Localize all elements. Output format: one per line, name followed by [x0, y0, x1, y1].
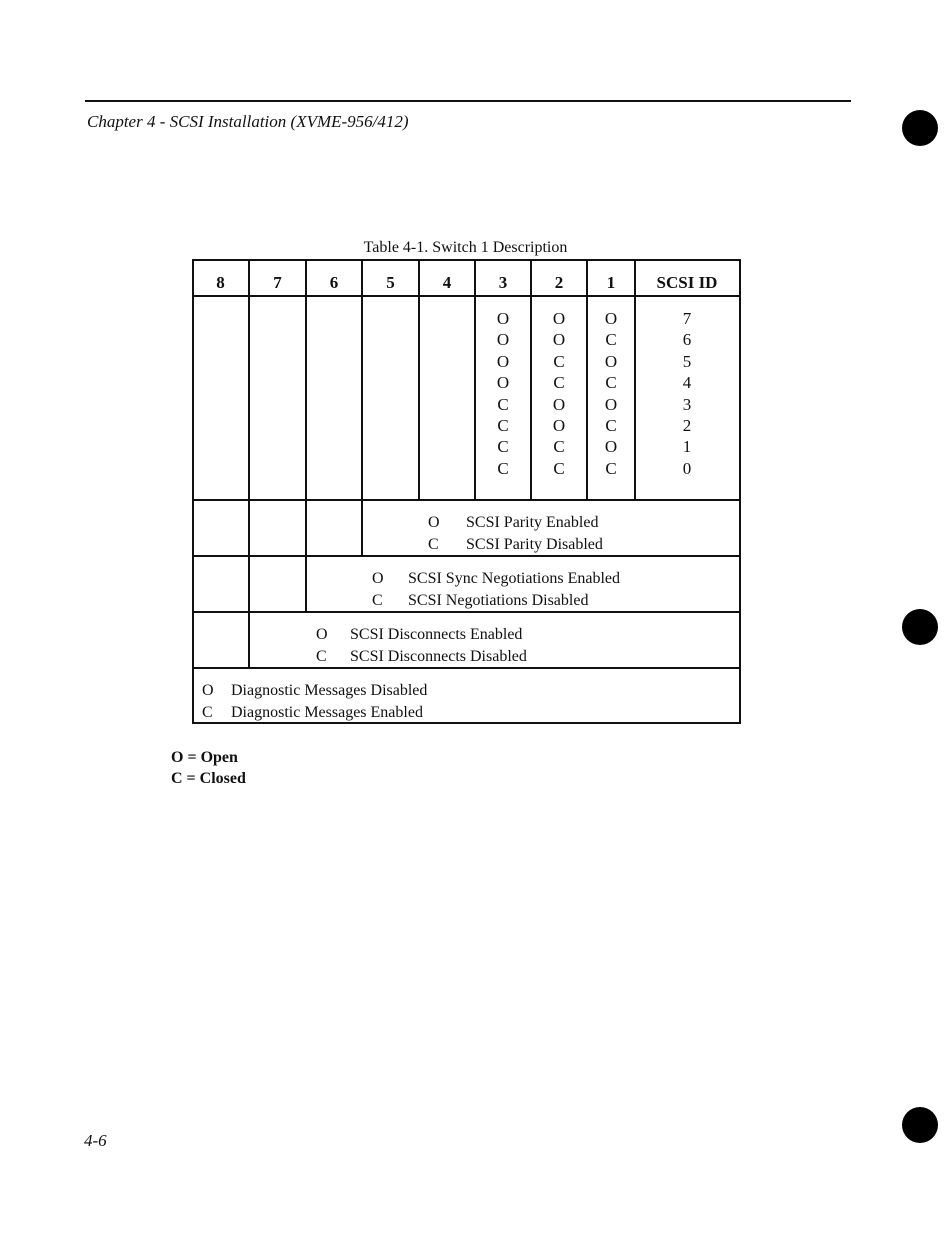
switch6-open-code: O [316, 626, 328, 643]
switch2-cell: C [553, 458, 565, 478]
switch1-cell: C [605, 415, 617, 435]
switch1-cell: O [604, 437, 618, 457]
legend-open: O = Open [171, 749, 238, 766]
row-divider-switch4 [192, 499, 741, 501]
page-number: 4-6 [84, 1131, 107, 1150]
switch3-cell: C [497, 458, 509, 478]
row-divider-switch6 [192, 611, 741, 613]
switch1-cell: C [605, 458, 617, 478]
header-rule [85, 100, 851, 102]
switch6-open-text: SCSI Disconnects Enabled [350, 626, 523, 643]
switch2-cell: O [552, 309, 566, 328]
scsi-id-cell: 0 [682, 458, 692, 478]
switch3-column [475, 308, 531, 479]
table-border-right [739, 259, 741, 724]
col-header-5: 5 [386, 273, 395, 292]
switch5-closed-text: SCSI Negotiations Disabled [408, 591, 589, 609]
switch3-cell: O [496, 330, 510, 350]
scsi-id-cell: 2 [682, 415, 692, 435]
col-header-7: 7 [273, 273, 282, 292]
header-row-divider [192, 295, 741, 297]
switch3-cell: O [496, 351, 510, 371]
switch3-cell: O [496, 373, 510, 393]
switch1-column [587, 308, 635, 479]
col-header-4: 4 [442, 273, 452, 292]
col-header-2: 2 [554, 273, 564, 292]
switch1-cell: O [604, 351, 618, 371]
switch2-cell: O [552, 415, 566, 435]
switch2-cell: O [552, 394, 566, 414]
switch6-closed-text: SCSI Disconnects Disabled [350, 647, 527, 665]
scsi-id-cell: 1 [682, 437, 692, 457]
switch2-cell: O [552, 330, 566, 350]
switch1-cell: C [605, 373, 617, 393]
switch8-open-text: Diagnostic Messages Disabled [231, 682, 428, 699]
switch3-cell: C [497, 437, 509, 457]
col-header-scsi-id: SCSI ID [656, 273, 718, 292]
switch3-cell: C [497, 394, 509, 414]
switch4-closed-text: SCSI Parity Disabled [466, 535, 603, 553]
switch5-open-code: O [372, 570, 384, 587]
table-caption: Table 4-1. Switch 1 Description [363, 239, 568, 256]
scsi-id-cell: 3 [682, 394, 692, 414]
switch2-cell: C [553, 437, 565, 457]
switch8-open-code: O [202, 682, 214, 699]
scsi-id-cell: 5 [682, 351, 692, 371]
switch4-closed-code: C [428, 535, 439, 553]
scsi-id-cell: 4 [682, 373, 692, 393]
switch1-cell: C [605, 330, 617, 350]
binder-hole-middle [902, 609, 938, 645]
switch-description-table [192, 259, 741, 724]
scsi-id-cell: 7 [682, 309, 692, 328]
switch3-cell: O [496, 309, 510, 328]
legend-closed: C = Closed [171, 770, 246, 787]
scsi-id-cell: 6 [682, 330, 692, 350]
switch5-closed-code: C [372, 591, 383, 609]
binder-hole-top [902, 110, 938, 146]
chapter-title: Chapter 4 - SCSI Installation (XVME-956/412) [87, 112, 409, 131]
scsi-id-column [635, 308, 739, 479]
col-header-8: 8 [216, 273, 225, 292]
col-divider-5-4 [418, 259, 420, 501]
switch2-cell: C [553, 373, 565, 393]
col-divider-8-7 [248, 259, 250, 669]
row-divider-switch8 [192, 667, 741, 669]
switch2-cell: C [553, 351, 565, 371]
col-header-3: 3 [498, 273, 508, 292]
switch6-description [316, 624, 527, 667]
switch4-description [428, 512, 603, 555]
switch1-cell: O [604, 309, 618, 328]
binder-hole-bottom [902, 1107, 938, 1143]
row-divider-switch5 [192, 555, 741, 557]
switch1-cell: O [604, 394, 618, 414]
switch8-closed-text: Diagnostic Messages Enabled [231, 703, 423, 721]
switch3-cell: C [497, 415, 509, 435]
table-border-left [192, 259, 194, 724]
col-divider-6-5 [361, 259, 363, 557]
switch2-column [531, 308, 587, 479]
col-divider-7-6 [305, 259, 307, 613]
switch4-open-text: SCSI Parity Enabled [466, 514, 599, 531]
table-border-top [192, 259, 741, 261]
switch8-description [202, 680, 427, 723]
switch5-open-text: SCSI Sync Negotiations Enabled [408, 570, 620, 587]
switch8-closed-code: C [202, 703, 213, 721]
switch4-open-code: O [428, 514, 440, 531]
col-header-1: 1 [606, 273, 616, 292]
col-header-6: 6 [329, 273, 339, 292]
switch6-closed-code: C [316, 647, 327, 665]
switch5-description [372, 568, 620, 611]
